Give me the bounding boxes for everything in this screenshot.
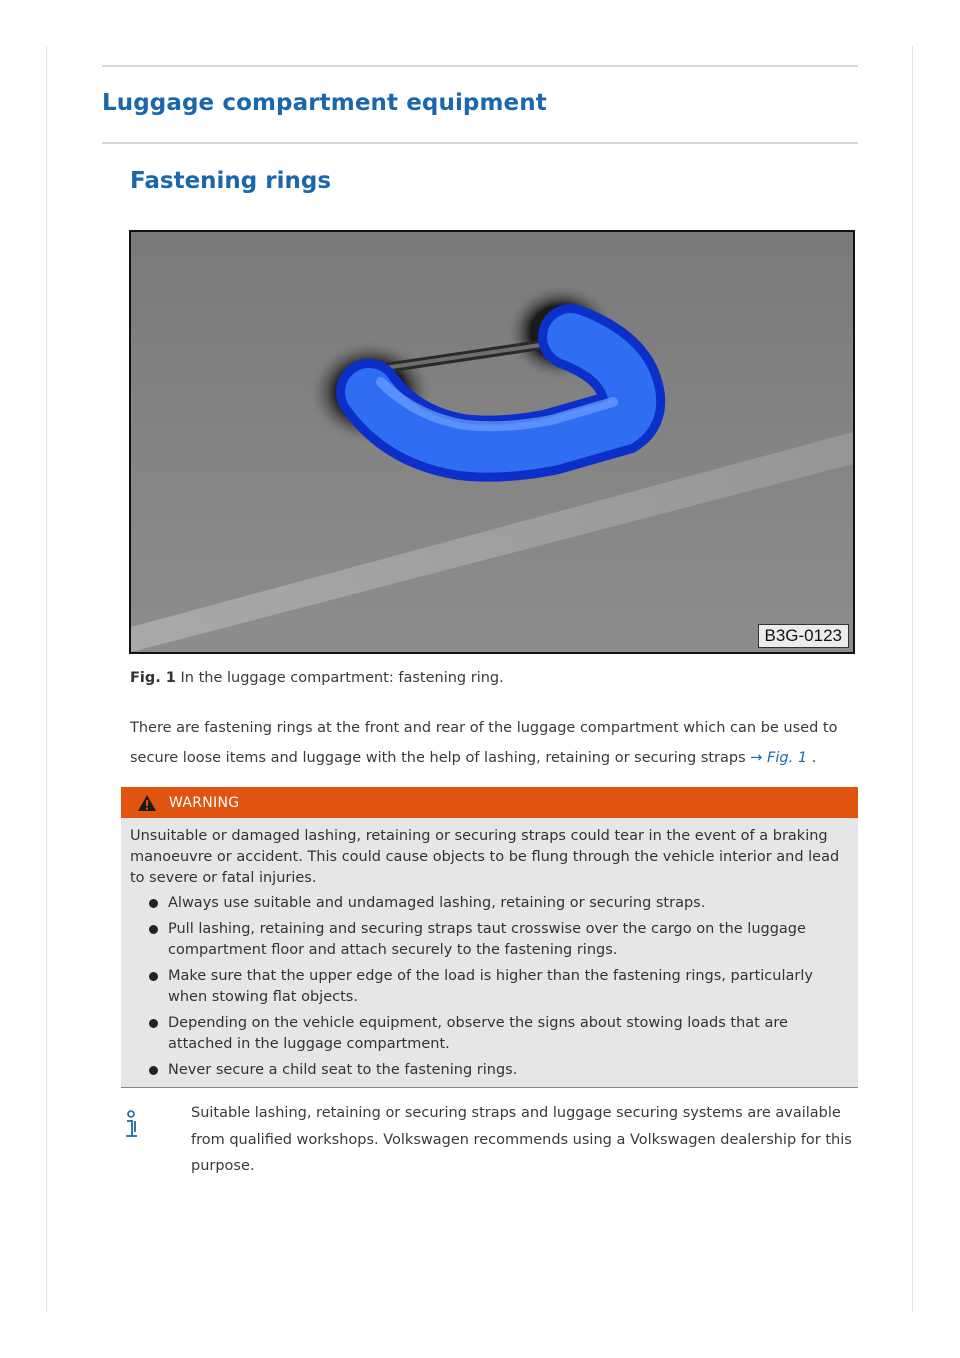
figure-fastening-ring — [129, 230, 855, 654]
warning-list-item: Depending on the vehicle equipment, observe the signs about stowing loads that are attached in the luggage compartment. — [158, 1013, 848, 1055]
warning-body — [121, 818, 858, 1081]
intro-paragraph — [130, 713, 860, 773]
info-icon — [121, 1110, 141, 1140]
info-note-text: Suitable lashing, retaining or securing straps and luggage securing systems are available from qualified workshops. Volkswagen recommends using a Volkswagen dealership for this purpose. — [191, 1105, 852, 1174]
intro-suffix: . — [807, 750, 817, 766]
warning-label: WARNING — [169, 794, 240, 811]
figure-caption-text: In the luggage compartment: fastening ring. — [180, 670, 504, 686]
subsection-title: Fastening rings — [130, 168, 332, 194]
warning-list-item: Make sure that the upper edge of the load is higher than the fastening rings, particularly when stowing flat objects. — [158, 966, 848, 1008]
warning-list-item: Always use suitable and undamaged lashing, retaining or securing straps. — [158, 893, 848, 914]
warning-list-item: Never secure a child seat to the fastening rings. — [158, 1060, 848, 1081]
warning-list — [130, 893, 848, 1081]
figure-caption — [130, 670, 504, 686]
warning-intro: Unsuitable or damaged lashing, retaining or securing straps could tear in the event of a braking manoeuvre or accident. This could cause objects to be flung through the vehicle interior and lead to severe or fatal injuries. — [130, 828, 840, 886]
figure-code-label: B3G-0123 — [758, 624, 850, 648]
page-margin-left — [46, 46, 47, 1312]
warning-triangle-icon — [137, 794, 157, 812]
page-margin-right — [912, 46, 913, 1312]
arrow-right-icon: → — [750, 750, 763, 766]
section-title: Luggage compartment equipment — [102, 90, 547, 116]
figure-reference-link[interactable] — [750, 750, 807, 766]
section-divider-top — [102, 65, 858, 67]
figure-reference-label: Fig. 1 — [767, 750, 808, 766]
figure-caption-label: Fig. 1 — [130, 670, 176, 686]
intro-text: There are fastening rings at the front and rear of the luggage compartment which can be used to secure loose items and luggage with the help of lashing, retaining or securing straps — [130, 720, 838, 766]
warning-list-item: Pull lashing, retaining and securing straps taut crosswise over the cargo on the luggage compartment floor and attach securely to the fastening rings. — [158, 919, 848, 961]
warning-header — [121, 787, 858, 818]
fastening-ring-illustration — [131, 232, 853, 652]
section-divider-bottom — [102, 142, 858, 144]
warning-box — [121, 787, 858, 1088]
